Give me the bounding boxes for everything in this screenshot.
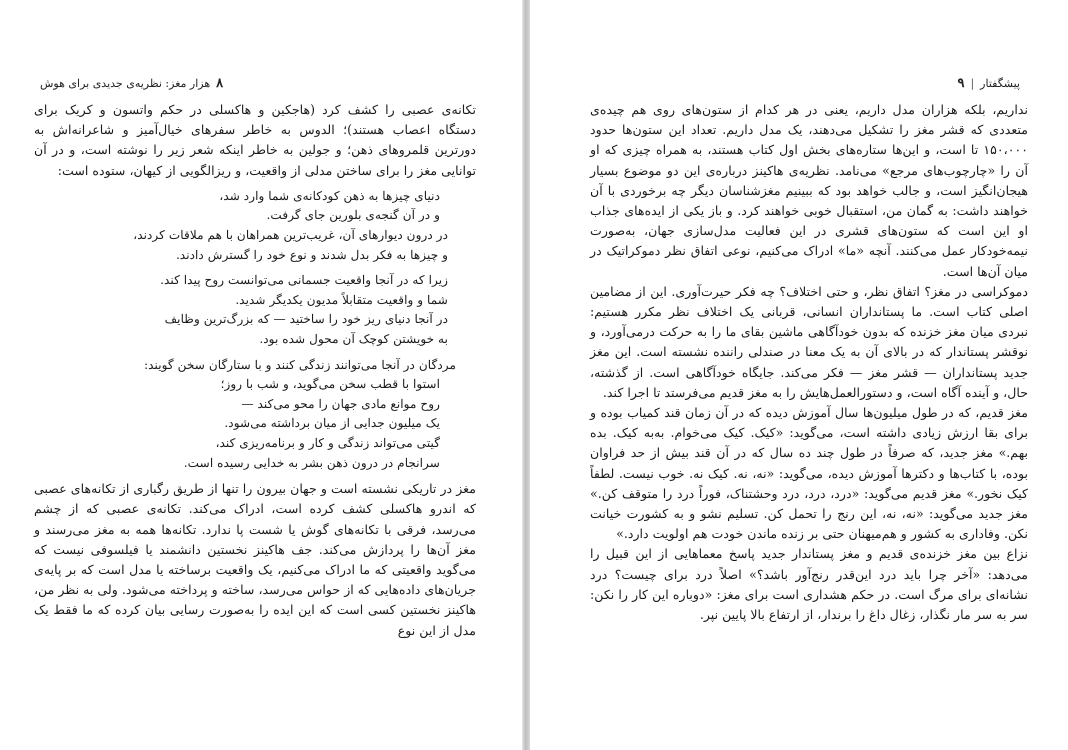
poem-stanza-1 <box>34 187 476 265</box>
poem-line: یک میلیون جدایی از میان برداشته می‌شود. <box>224 416 440 431</box>
right-page-header <box>590 72 1020 94</box>
header-separator: | <box>970 76 975 90</box>
right-page <box>530 0 1068 750</box>
poem-line: مردگان در آنجا می‌توانند زندگی کنند و با ستارگان سخن گویند: <box>144 357 456 372</box>
poem <box>34 187 476 473</box>
poem-line: روح موانع مادی جهان را محو می‌کند — <box>241 396 440 411</box>
paragraph: نزاع بین مغز خزنده‌ی قدیم و مغز پستاندار جدید پاسخ معماهایی از این قبیل را می‌دهد: «آخر چرا باید درد این‌قدر رنج‌آور باشد؟» اصلاً درد برای چیست؟ درد نشانه‌ای برای مرگ است. در حکم هشداری است برای مغز: «دوباره این کار را نکن: سر به سر مار نگذار، زغال داغ را برندار، از ارتفاع بالا پایین نپر. <box>590 546 1028 623</box>
poem-line: شما و واقعیت متقابلاً مدیون یکدیگر شدید. <box>235 292 448 307</box>
book-gutter <box>522 0 530 750</box>
running-title: هزار مغز: نظریه‌ی جدیدی برای هوش <box>40 76 211 90</box>
poem-line: سرانجام در درون ذهن بشر به خدایی رسیده است. <box>183 455 440 470</box>
paragraph: دموکراسی در مغز؟ اتفاق نظر، و حتی اختلاف؟ چه فکر حیرت‌آوری. این از مضامین اصلی کتاب است. ما پستانداران انسانی، قربانی یک اختلاف نظر مکرر هستیم: نبردی میان مغز خزنده که بدون خودآگاهی ماشین بقای ما را به حرکت درمی‌آورد، و نوقشر پستاندار که در بالای آن به یک معنا در صندلی راننده نشسته است. این مغز جدید پستانداران — قشر مغز — فکر می‌کند. جایگاه خودآگاهی است. از گذشته، حال، و آینده آگاه است، و دستورالعمل‌هایش را به مغز قدیم می‌فرستد تا اجرا کند. <box>590 283 1028 400</box>
right-page-body <box>590 100 1028 625</box>
paragraph: مغز در تاریکی نشسته است و جهان بیرون را تنها از طریق رگباری از تکانه‌های عصبی که اندرو هاکسلی کشف کرده است، ادراک می‌کند. تکانه‌ی عصبی که از چشم می‌رسد، فرقی با تکانه‌های گوش یا شست پا ندارد. تکانه‌ها همه به مغز می‌رسند و مغز آن‌ها را پردازش می‌کند. جف هاکینز نخستین دانشمند یا فیلسوفی نیست که می‌گوید واقعیتی که ما ادراک می‌کنیم، یک واقعیت برساخته یا مدل است که بر پایه‌ی جریان‌های داده‌هایی که از حواس می‌رسد، ساخته و پرداخته می‌شود. ولی به نظر من، هاکینز نخستین کسی است که این ایده را به‌صورت رسایی بیان کرده که ما فقط یک مدل از این نوع <box>33 481 476 638</box>
paragraph: مغز قدیم، که در طول میلیون‌ها سال آموزش دیده که در آن زمان قند کمیاب بوده و برای بقا ارزش زیادی داشته است، می‌گوید: «کیک. کیک می‌خوام. به‌به کیک. بده بهم.» مغز جدید، که صرفاً در طول چند ده سال که در آن قند بیش از حد فراوان بوده، با کتاب‌ها و دکترها آموزش دیده، می‌گوید: «نه، نه. کیک نه. خوب نیست. لطفاً کیک نخور.» مغز قدیم می‌گوید: «درد، درد، درد وحشتناک، فوراً درد را متوقف کن.» مغز جدید می‌گوید: «نه، نه، این رنج را تحمل کن. تسلیم نشو و به کشورت خیانت نکن. وفاداری به کشور و هم‌میهنان حتی بر زنده ماندن خودت هم اولویت دارد.» <box>590 405 1028 542</box>
running-title: پیشگفتار <box>980 76 1020 90</box>
poem-line: دنیای چیزها به ذهن کودکانه‌ی شما وارد شد، <box>219 188 440 203</box>
left-page-body <box>34 100 476 641</box>
poem-line: زیرا که در آنجا واقعیت جسمانی می‌توانست روح پیدا کند. <box>160 273 448 288</box>
poem-line: و چیزها به فکر بدل شدند و نوع خود را گسترش دادند. <box>175 247 448 262</box>
poem-stanza-3 <box>34 356 476 474</box>
poem-line: به خویشتن کوچک آن محول شده بود. <box>259 331 448 346</box>
poem-line: استوا با قطب سخن می‌گوید، و شب با روز؛ <box>220 377 440 392</box>
poem-line: در آنجا دنیای ریز خود را ساختید — که بزرگ‌ترین وظایف <box>164 312 448 327</box>
poem-line: در درون دیوارهای آن، غریب‌ترین همراهان با هم ملاقات کردند، <box>133 228 448 242</box>
poem-line: و در آن گنجه‌ی بلورین جای گرفت. <box>266 208 440 223</box>
paragraph: نداریم، بلکه هزاران مدل داریم، یعنی در هر کدام از ستون‌های روی هم چیده‌ی متعددی که قشر مغز را تشکیل می‌دهند، یک مدل داریم. تعداد این ستون‌ها حدود ۱۵۰،۰۰۰ تا است، و این‌ها ستاره‌های بخش اول کتاب هستند، به همراه چیزی که او آن را «چارچوب‌های مرجع» می‌نامد. نظریه‌ی هاکینز درباره‌ی این دو موضوع بسیار هیجان‌انگیز است، و جالب خواهد بود که ببینیم مغزشناسان دیگر چه برخوردی با آن خواهند داشت: به گمان من، استقبال خوبی خواهند کرد. و باز یکی از ایده‌های جذاب او این است که ستون‌های قشری در این فعالیت مدل‌سازی جهان، به‌صورت نیمه‌خودکار عمل می‌کنند. آنچه «ما» ادراک می‌کنیم، نوعی اتفاق نظر دموکراتیک در میان آن‌ها است. <box>590 102 1028 279</box>
paragraph: تکانه‌ی عصبی را کشف کرد (هاجکین و هاکسلی در حکم واتسون و کریک برای دستگاه اعصاب هستند)؛ الدوس به خاطر سفرهای خیال‌آمیز و شاعرانه‌اش به دورترین قلمروهای ذهن؛ و جولین به خاطر اینکه شعر زیر را نوشته است، و در آن توانایی مغز را برای ساختن مدلی از واقعیت، و ریزالگویی از کیهان، ستوده است: <box>34 102 476 178</box>
page-number: ۹ <box>957 75 965 91</box>
page-number: ۸ <box>216 75 224 91</box>
poem-stanza-2 <box>34 271 476 349</box>
left-page-header <box>40 72 482 94</box>
poem-line: گیتی می‌تواند زندگی و کار و برنامه‌ریزی کند، <box>215 435 440 450</box>
left-page <box>0 0 522 750</box>
